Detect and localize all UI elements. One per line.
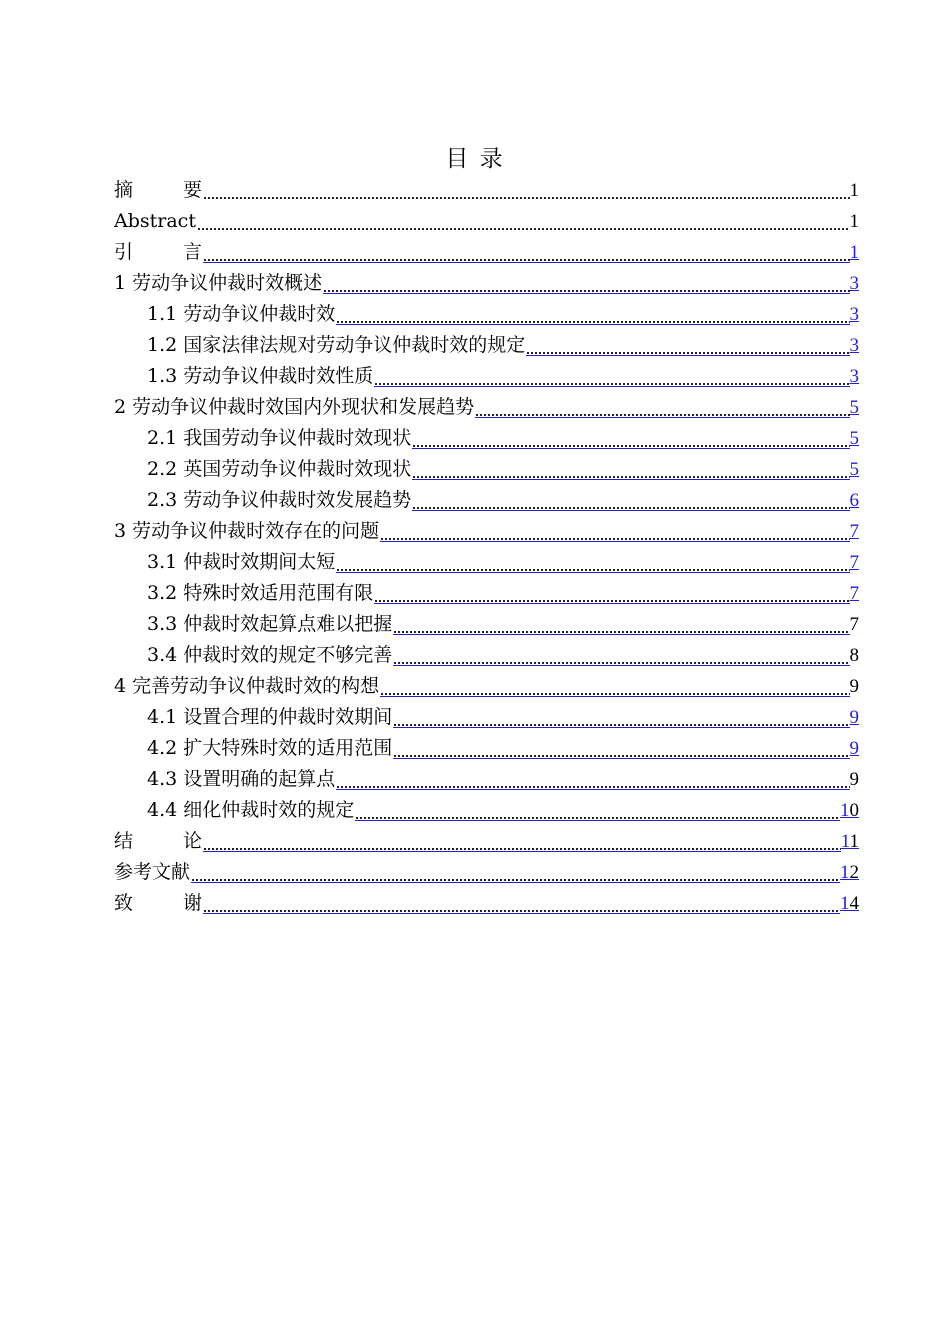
toc-entry-label: 1 劳动争议仲裁时效概述 xyxy=(114,272,323,294)
toc-title: 目 录 xyxy=(445,146,505,172)
table-of-contents xyxy=(114,175,859,919)
toc-entry[interactable] xyxy=(114,640,859,671)
toc-entry[interactable] xyxy=(114,609,859,640)
toc-entry[interactable] xyxy=(114,764,859,795)
toc-entry-label-part: 要 xyxy=(182,179,202,201)
toc-entry-label: 4.3 设置明确的起算点 xyxy=(147,768,336,790)
dot-leader xyxy=(323,269,849,294)
toc-entry-label xyxy=(114,888,202,919)
toc-entry-label: 4.2 扩大特殊时效的适用范围 xyxy=(147,737,393,759)
toc-entry-label: 3.4 仲裁时效的规定不够完善 xyxy=(147,644,393,666)
toc-entry[interactable] xyxy=(114,826,859,857)
toc-entry-label: 1.3 劳动争议仲裁时效性质 xyxy=(147,365,374,387)
toc-entry[interactable] xyxy=(114,795,859,826)
toc-page-number[interactable]: 7 xyxy=(849,583,859,604)
dot-leader xyxy=(203,827,841,852)
toc-page-number[interactable]: 1 xyxy=(849,242,859,263)
toc-entry-label xyxy=(114,826,202,857)
dot-leader xyxy=(380,517,849,542)
dot-leader xyxy=(526,331,849,356)
toc-entry-label: 2 劳动争议仲裁时效国内外现状和发展趋势 xyxy=(114,396,475,418)
toc-page-number[interactable]: 10 xyxy=(840,800,859,821)
toc-page-number[interactable]: 14 xyxy=(840,893,859,914)
toc-entry-label: 1.2 国家法律法规对劳动争议仲裁时效的规定 xyxy=(147,334,526,356)
toc-entry-label: 1.1 劳动争议仲裁时效 xyxy=(147,303,336,325)
toc-entry[interactable] xyxy=(114,888,859,919)
toc-page-number[interactable]: 12 xyxy=(840,862,859,883)
toc-entry[interactable] xyxy=(114,516,859,547)
toc-page-number[interactable]: 11 xyxy=(840,831,859,852)
toc-entry-label-part: 摘 xyxy=(114,179,134,201)
toc-entry xyxy=(114,206,859,237)
dot-leader xyxy=(475,393,849,418)
toc-page-number[interactable]: 9 xyxy=(849,769,859,790)
dot-leader xyxy=(336,765,849,790)
toc-page-number[interactable]: 3 xyxy=(849,273,859,294)
toc-entry-label: 参考文献 xyxy=(114,861,191,883)
dot-leader xyxy=(412,455,849,480)
toc-page-number[interactable]: 3 xyxy=(849,366,859,387)
toc-entry[interactable] xyxy=(114,268,859,299)
toc-entry-label: 3.2 特殊时效适用范围有限 xyxy=(147,582,374,604)
toc-page-number[interactable]: 5 xyxy=(849,459,859,480)
toc-entry[interactable] xyxy=(114,578,859,609)
toc-page-number[interactable]: 5 xyxy=(849,397,859,418)
toc-page-number[interactable]: 7 xyxy=(849,521,859,542)
dot-leader xyxy=(393,610,849,635)
toc-entry-label-part: 引 xyxy=(114,241,134,263)
toc-page-number[interactable]: 7 xyxy=(849,552,859,573)
toc-page-number: 1 xyxy=(849,211,859,232)
dot-leader xyxy=(412,486,849,511)
toc-entry[interactable] xyxy=(114,702,859,733)
toc-entry-label: 3.1 仲裁时效期间太短 xyxy=(147,551,336,573)
toc-entry[interactable] xyxy=(114,423,859,454)
dot-leader xyxy=(191,858,840,883)
dot-leader xyxy=(393,641,849,666)
toc-entry-label-part: 谢 xyxy=(182,892,202,914)
toc-entry-label xyxy=(114,237,202,268)
toc-entry-label-part: 致 xyxy=(114,892,134,914)
toc-entry-label: Abstract xyxy=(114,210,196,232)
toc-entry-label: 3 劳动争议仲裁时效存在的问题 xyxy=(114,520,380,542)
toc-entry-label-part: 结 xyxy=(114,830,134,852)
toc-entry-label-part: 论 xyxy=(182,830,202,852)
toc-page-number: 1 xyxy=(849,180,859,201)
toc-page-number[interactable]: 8 xyxy=(849,645,859,666)
toc-entry-label: 4.1 设置合理的仲裁时效期间 xyxy=(147,706,393,728)
dot-leader xyxy=(412,424,849,449)
toc-entry-label: 2.2 英国劳动争议仲裁时效现状 xyxy=(147,458,412,480)
dot-leader xyxy=(393,734,849,759)
toc-entry-label-part: 言 xyxy=(182,241,202,263)
toc-page-number[interactable]: 9 xyxy=(849,707,859,728)
toc-entry[interactable] xyxy=(114,392,859,423)
toc-page-number[interactable]: 9 xyxy=(849,676,859,697)
toc-entry-label: 3.3 仲裁时效起算点难以把握 xyxy=(147,613,393,635)
toc-entry-label: 4.4 细化仲裁时效的规定 xyxy=(147,799,355,821)
toc-entry-label: 2.3 劳动争议仲裁时效发展趋势 xyxy=(147,489,412,511)
dot-leader xyxy=(380,672,849,697)
dot-leader xyxy=(197,207,850,232)
dot-leader xyxy=(393,703,849,728)
toc-entry[interactable] xyxy=(114,454,859,485)
toc-page-number[interactable]: 7 xyxy=(849,614,859,635)
toc-page-number[interactable]: 5 xyxy=(849,428,859,449)
dot-leader xyxy=(336,548,849,573)
dot-leader xyxy=(374,579,849,604)
toc-page-number[interactable]: 6 xyxy=(849,490,859,511)
toc-entry[interactable] xyxy=(114,671,859,702)
toc-entry[interactable] xyxy=(114,330,859,361)
toc-entry[interactable] xyxy=(114,237,859,268)
dot-leader xyxy=(203,238,850,263)
toc-entry-label: 4 完善劳动争议仲裁时效的构想 xyxy=(114,675,380,697)
toc-entry-label xyxy=(114,175,202,206)
toc-entry xyxy=(114,175,859,206)
toc-entry[interactable] xyxy=(114,857,859,888)
dot-leader xyxy=(374,362,849,387)
toc-page-number[interactable]: 3 xyxy=(849,304,859,325)
toc-entry[interactable] xyxy=(114,299,859,330)
toc-entry[interactable] xyxy=(114,547,859,578)
dot-leader xyxy=(336,300,849,325)
toc-entry[interactable] xyxy=(114,733,859,764)
toc-page-number[interactable]: 9 xyxy=(849,738,859,759)
toc-entry-label: 2.1 我国劳动争议仲裁时效现状 xyxy=(147,427,412,449)
dot-leader xyxy=(203,176,850,201)
toc-page-number[interactable]: 3 xyxy=(849,335,859,356)
toc-entry[interactable] xyxy=(114,485,859,516)
toc-entry[interactable] xyxy=(114,361,859,392)
dot-leader xyxy=(355,796,840,821)
dot-leader xyxy=(203,889,840,914)
